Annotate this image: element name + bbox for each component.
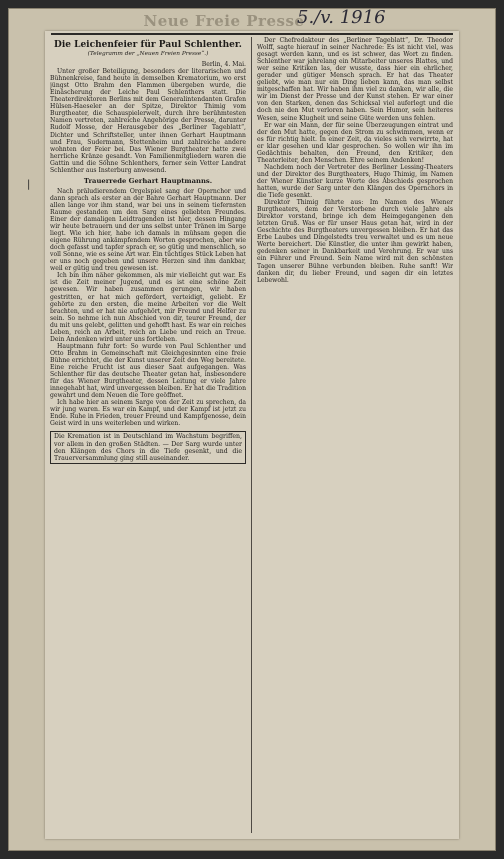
article-subline: (Telegramm der „Neuen Freien Presse“.) bbox=[87, 51, 209, 57]
right-column bbox=[257, 37, 453, 837]
newspaper-name: Neue Freie Presse bbox=[143, 12, 305, 30]
article-headline: Die Leichenfeier für Paul Schlenther. bbox=[54, 40, 242, 50]
top-rule bbox=[51, 33, 453, 35]
paragraph: Hauptmann fuhr fort: So wurde von Paul Schlenther und Otto Brahm in Gemeinschaft mit Gleichgesinnten eine freie Bühne errichtet, die der Kunst unserer Zeit den Weg bereitete. Eine reiche Frucht ist aus dieser Saat aufgegangen. Was Schlenther für das deutsche Theater getan hat, insbesondere für das Wiener Burgtheater, dessen Leitung er viele Jahre innegehabt hat, wird unvergessen bleiben. Er hat die Tradition gewahrt und dem Neuen die Tore geöffnet. bbox=[50, 342, 246, 400]
section-subheading: Trauerrede Gerhart Hauptmanns. bbox=[83, 176, 213, 185]
paragraph: Nach präludierendem Orgelspiel sang der Opernchor und dann sprach als erster an der Bahre Gerhart Hauptmann. Der allen lange vor ihm stand, war bei uns in seinem tiefernsten Raume gestanden um den Sarg eines geliebten Freundes. Einer der damaligen Leidtragenden ist hier, dessen Hingang wir heute betrauern und der uns selbst unter Tränen im Sarge liegt. Wie ich hier, habe ich damals in mühsam gegen die eigene Rührung ankämpfendem Worten gesprochen, aber wie doch gefasst und tapfer sprach er, so gütig und menschlich, so voll Sonne, wie es seine Art war. Ein tüchtiges Stück Leben hat er uns noch gegeben und unsere Herzen sind ihm dankbar, weil er gütig und treu gewesen ist. bbox=[50, 187, 246, 273]
paragraph: Ich habe hier an seinem Sarge von der Zeit zu sprechen, da wir jung waren. Es war ein Kampf, und der Kampf ist jetzt zu Ende. Ruhe in Frieden, treuer Freund und Kampfgenosse, dein Geist wird in uns weiterleben und wirken. bbox=[50, 399, 246, 428]
boxed-note: Die Kremation ist in Deutschland im Wachstum begriffen, vor allem in den großen Städten. — Der Sarg wurde unter den Klängen des Chors in die Tiefe gesenkt, und die Trauerversammlung ging still auseinander. bbox=[50, 431, 246, 464]
paragraph: Der Chefredakteur des „Berliner Tageblatt“, Dr. Theodor Wolff, sagte hierauf in seiner Nachrede: Es ist nicht viel, was gesagt werden kann, und es ist schwer, das Wort zu finden. Schlenther war jahrelang ein Mitarbeiter unseres Blattes, und wer seine Kritiken las, der wusste, dass hier ein ehrlicher, gerader und gütiger Mensch sprach. Er hat das Theater geliebt, wie man nur ein Ding lieben kann, das man selbst mitgeschaffen hat. Wir haben ihm viel zu danken, wir alle, die wir im Dienst der Presse und der Kunst stehen. Er war einer von den Starken, denen das Schicksal viel auferlegt und die doch nie den Mut verloren haben. Sein Humor, sein heiteres Wesen, seine Klugheit und seine Güte werden uns fehlen. bbox=[257, 37, 453, 122]
paragraph: Er war ein Mann, der für seine Überzeugungen eintrat und der den Mut hatte, gegen den Strom zu schwimmen, wenn er es für richtig hielt. In einer Zeit, da vieles sich verwirrte, hat er klar gesehen und klar gesprochen. So wollen wir ihn im Gedächtnis behalten, den Freund, den Kritiker, den Theaterleiter, den Menschen. Ehre seinem Andenken! bbox=[257, 121, 453, 164]
paragraph: Ich bin ihm näher gekommen, als mir vielleicht gut war. Es ist die Zeit meiner Jugend, und es ist eine schöne Zeit gewesen. Wir haben zusammen gerungen, wir haben gestritten, er hat mich gefördert, verteidigt, geliebt. Er gehörte zu den ersten, die meine Arbeiten vor die Welt brachten, und er hat nie aufgehört, mir Freund und Helfer zu sein. So nehme ich nun Abschied von dir, teurer Freund, der du mit uns gelebt, gelitten und gehofft hast. Es war ein reiches Leben, reich an Arbeit, reich an Liebe und reich an Treue. Dein Andenken wird unter uns fortleben. bbox=[50, 272, 246, 343]
paragraph: Unter großer Beteiligung, besonders der literarischen und Bühnenkreise, fand heute in demselben Krematorium, wo erst jüngst Otto Brahm den Flammen übergeben wurde, die Einäscherung der Leiche Paul Schlenthers statt. Die Theaterdirektoren Berlins mit dem Generalintendanten Grafen Hülsen-Haeseler an der Spitze, Direktor Thimig vom Burgtheater, die Schauspielerwelt, durch ihre berühmtesten Namen vertreten, zahlreiche Angehörige der Presse, darunter Rudolf Mosse, der Herausgeber des „Berliner Tageblatt“, Dichter und Schriftsteller, unter ihnen Gerhart Hauptmann und Frau, Sudermann, Stettenheim und zahlreiche andere wohnten der Feier bei. Das Wiener Burgtheater hatte zwei herrliche Kränze gesandt. Von Familienmitgliedern waren die Gattin und die Söhne Schlenthers, ferner sein Vetter Landrat Schlenther aus Insterburg anwesend. bbox=[50, 68, 246, 174]
handwritten-date: 5./v. 1916 bbox=[297, 7, 386, 28]
margin-mark-icon: | bbox=[27, 179, 31, 190]
column-separator bbox=[251, 37, 252, 833]
paragraph: Direktor Thimig führte aus: Im Namen des Wiener Burgtheaters, dem der Verstorbene durch viele Jahre als Direktor vorstand, bringe ich dem Heimgegangenen den letzten Gruß. Was er für unser Haus getan hat, wird in der Geschichte des Burgtheaters unvergessen bleiben. Er hat das Erbe Laubes und Dingelstedts treu verwaltet und es um neue Werte bereichert. Die Künstler, die unter ihm gewirkt haben, gedenken seiner in Dankbarkeit und Verehrung. Er war uns ein Führer und Freund. Sein Name wird mit den schönsten Tagen unserer Bühne verbunden bleiben. Ruhe sanft! Wir danken dir, du lieber Freund, und sagen dir ein letztes Lebewohl. bbox=[257, 199, 453, 284]
newspaper-clipping bbox=[45, 31, 459, 839]
masthead bbox=[9, 9, 495, 29]
left-column bbox=[50, 37, 246, 837]
article-dateline: Berlin, 4. Mai. bbox=[201, 61, 246, 69]
archive-sheet bbox=[8, 8, 496, 851]
paragraph: Nachdem noch der Vertreter des Berliner Lessing-Theaters und der Direktor des Burgtheaters, Hugo Thimig, im Namen der Wiener Künstler kurze Worte des Abschieds gesprochen hatten, wurde der Sarg unter den Klängen des Opernchors in die Tiefe gesenkt. bbox=[257, 163, 453, 200]
